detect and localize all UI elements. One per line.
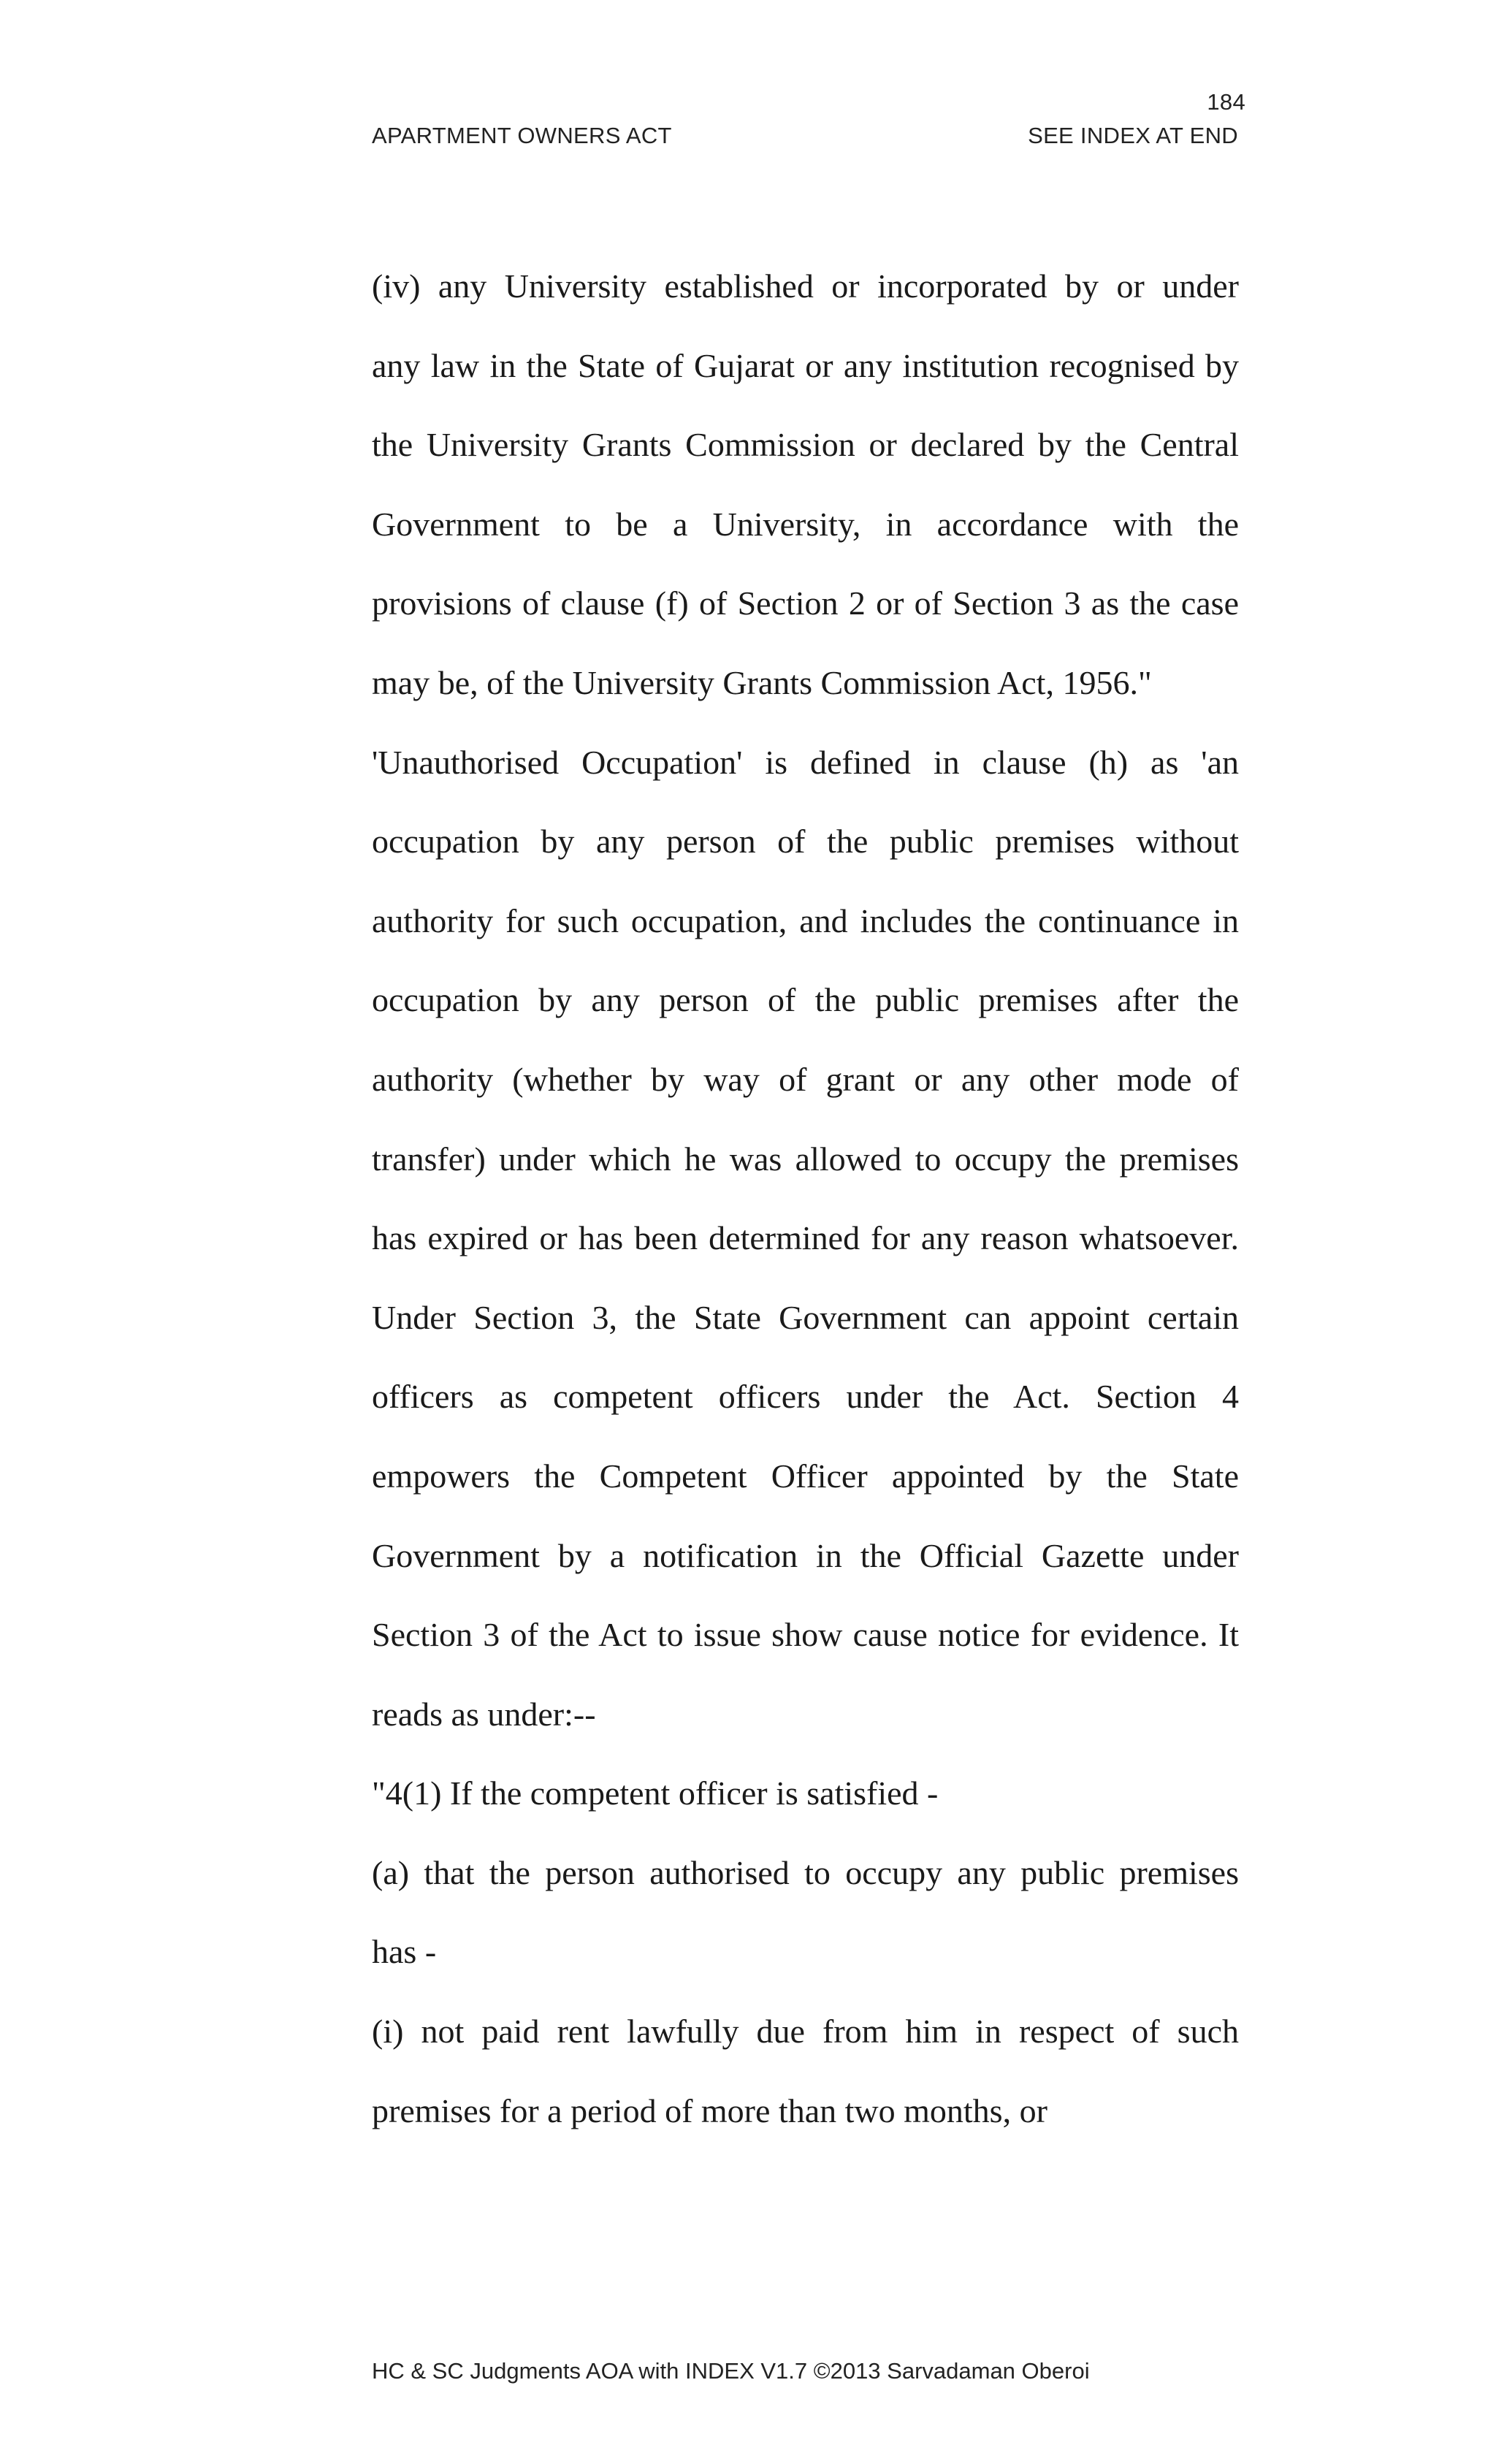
text-line: occupation by any person of the public premises after the — [372, 981, 1239, 1019]
text-line: reads as under:-- — [372, 1695, 596, 1733]
text-line: empowers the Competent Officer appointed by the State — [372, 1457, 1239, 1495]
text-line: 'Unauthorised Occupation' is defined in clause (h) as 'an — [372, 743, 1239, 781]
text-line: Government by a notification in the Official Gazette under — [372, 1536, 1239, 1574]
text-line: the University Grants Commission or declared by the Central — [372, 426, 1239, 464]
running-header-right: SEE INDEX AT END — [1028, 123, 1238, 148]
text-line: occupation by any person of the public premises without — [372, 823, 1239, 861]
text-line: may be, of the University Grants Commission Act, 1956." — [372, 663, 1152, 701]
text-line: premises for a period of more than two months, or — [372, 2091, 1047, 2129]
text-line: authority for such occupation, and includes the continuance in — [372, 901, 1239, 939]
text-line: Under Section 3, the State Government can appoint certain — [372, 1298, 1239, 1336]
text-line: transfer) under which he was allowed to occupy the premises — [372, 1140, 1239, 1178]
text-line: officers as competent officers under the Act. Section 4 — [372, 1378, 1239, 1416]
text-line: "4(1) If the competent officer is satisfied - — [372, 1774, 939, 1812]
text-line: Government to be a University, in accordance with the — [372, 505, 1239, 543]
text-line: Section 3 of the Act to issue show cause notice for evidence. It — [372, 1616, 1239, 1654]
text-line: has expired or has been determined for any reason whatsoever. — [372, 1219, 1239, 1257]
document-body — [372, 256, 1239, 2159]
text-line: (a) that the person authorised to occupy any public premises — [372, 1853, 1239, 1891]
text-line: authority (whether by way of grant or any other mode of — [372, 1060, 1239, 1098]
text-line: provisions of clause (f) of Section 2 or of Section 3 as the case — [372, 584, 1239, 622]
text-line: has - — [372, 1933, 437, 1971]
running-header-left: APARTMENT OWNERS ACT — [372, 123, 672, 148]
text-line: (i) not paid rent lawfully due from him in respect of such — [372, 2013, 1239, 2051]
page-footer: HC & SC Judgments AOA with INDEX V1.7 ©2013 Sarvadaman Oberoi — [372, 2358, 1090, 2384]
text-line: (iv) any University established or incorporated by or under — [372, 267, 1239, 305]
text-line: any law in the State of Gujarat or any institution recognised by — [372, 346, 1239, 384]
page-number: 184 — [1207, 89, 1245, 115]
